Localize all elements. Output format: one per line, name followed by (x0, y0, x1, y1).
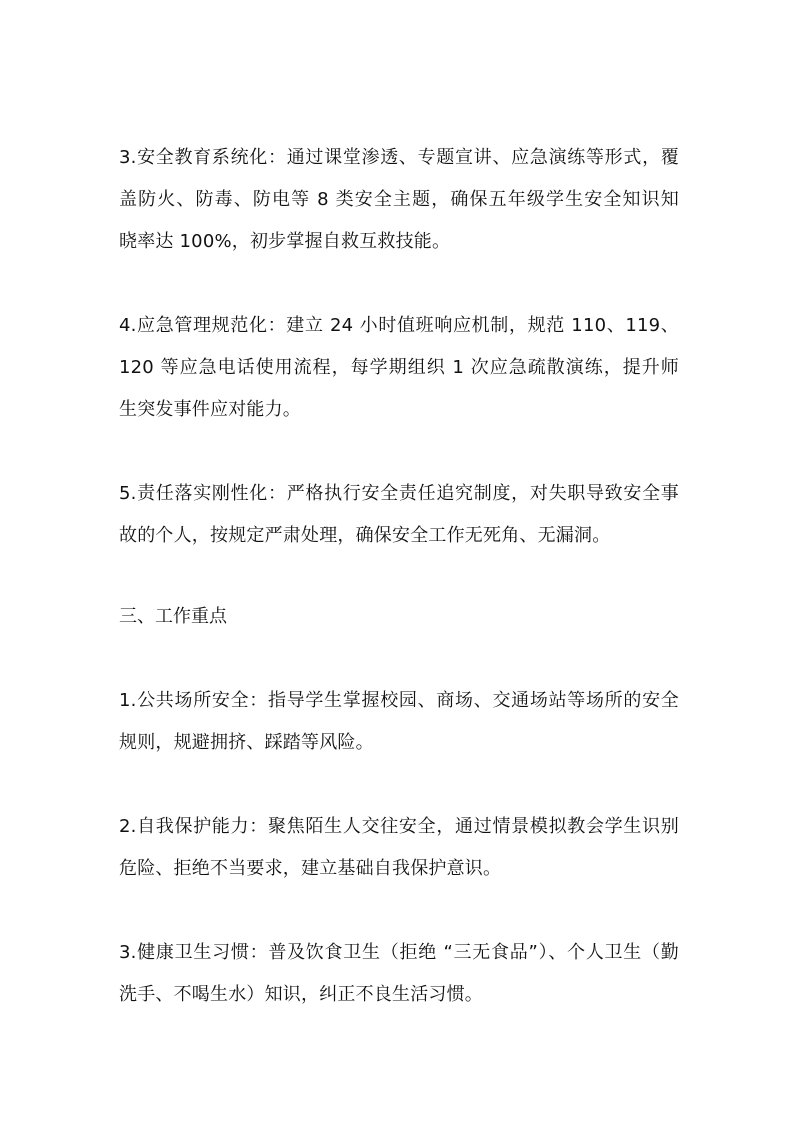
goal-paragraph-4 (119, 305, 679, 431)
paragraph-line: 故的个人，按规定严肃处理，确保安全工作无死角、无漏洞。 (119, 525, 611, 546)
paragraph-line: 危险、拒绝不当要求，建立基础自我保护意识。 (119, 858, 502, 879)
paragraph-line: 3.健康卫生习惯：普及饮食卫生（拒绝 “三无食品”）、个人卫生（勤 (119, 942, 679, 963)
focus-paragraph-2 (119, 806, 679, 890)
section-heading: 三、工作重点 (119, 606, 227, 627)
goal-paragraph-3 (119, 137, 679, 263)
paragraph-line: 晓率达 100%，初步掌握自救互救技能。 (119, 231, 451, 252)
paragraph-line: 洗手、不喝生水）知识，纠正不良生活习惯。 (119, 984, 483, 1005)
paragraph-line: 5.责任落实刚性化：严格执行安全责任追究制度，对失职导致安全事 (119, 483, 679, 504)
paragraph-line: 4.应急管理规范化：建立 24 小时值班响应机制，规范 110、119、 (119, 315, 679, 336)
paragraph-line: 120 等应急电话使用流程，每学期组织 1 次应急疏散演练，提升师 (119, 357, 679, 378)
paragraph-line: 3.安全教育系统化：通过课堂渗透、专题宣讲、应急演练等形式，覆 (119, 147, 679, 168)
paragraph-line: 2.自我保护能力：聚焦陌生人交往安全，通过情景模拟教会学生识别 (119, 816, 679, 837)
paragraph-line: 规则，规避拥挤、踩踏等风险。 (119, 732, 374, 753)
goal-paragraph-5 (119, 473, 679, 557)
paragraph-line: 1.公共场所安全：指导学生掌握校园、商场、交通场站等场所的安全 (119, 690, 679, 711)
focus-paragraph-3 (119, 932, 679, 1016)
paragraph-line: 生突发事件应对能力。 (119, 399, 301, 420)
focus-paragraph-1 (119, 680, 679, 764)
paragraph-line: 盖防火、防毒、防电等 8 类安全主题，确保五年级学生安全知识知 (119, 189, 679, 210)
